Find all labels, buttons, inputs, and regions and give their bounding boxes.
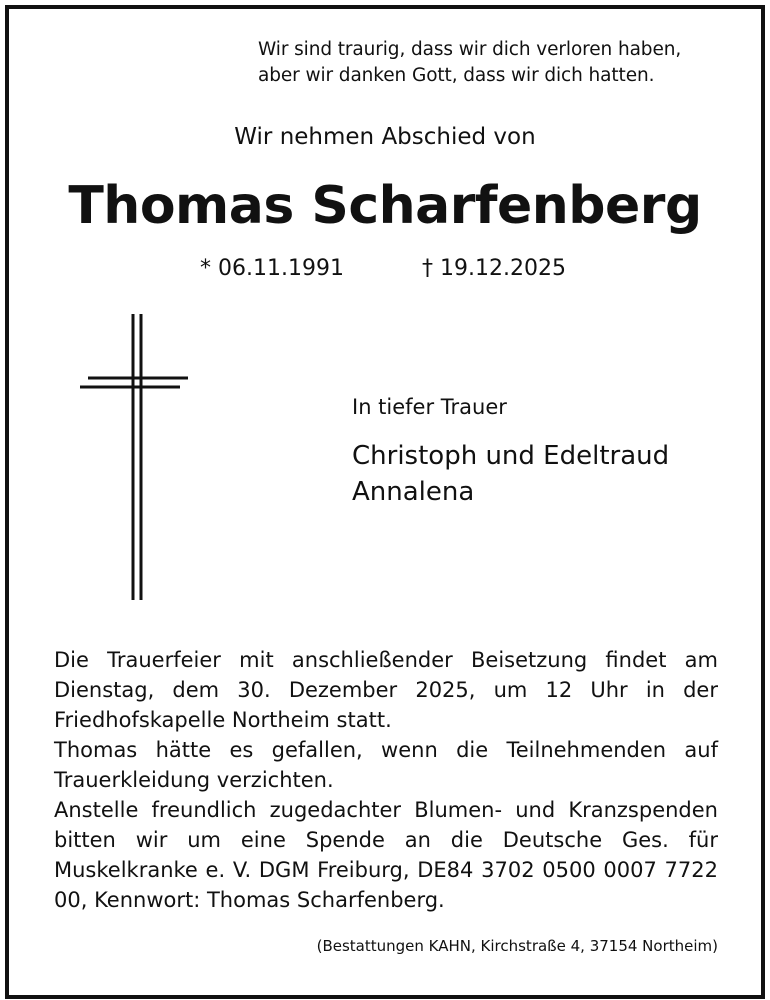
mourning-heading: In tiefer Trauer	[352, 395, 507, 419]
donation-paragraph: Anstelle freundlich zugedachter Blumen- und Kranzspenden bitten wir um eine Spende an die Deutsche Ges. für Muskelkranke e. V. DGM Freiburg, DE84 3702 0500 0007 7722 00, Kennwort: Thomas Scharfenberg.	[54, 798, 718, 912]
undertaker-info: (Bestattungen KAHN, Kirchstraße 4, 37154 Northeim)	[316, 937, 718, 955]
mourners-list	[352, 438, 669, 510]
death-date: † 19.12.2025	[422, 256, 566, 281]
cross-icon	[74, 310, 194, 605]
quote-line-2: aber wir danken Gott, dass wir dich hatten.	[258, 65, 655, 86]
deceased-name: Thomas Scharfenberg	[68, 176, 702, 236]
mourners-line-2: Annalena	[352, 477, 475, 507]
memorial-quote	[258, 37, 718, 89]
quote-line-1: Wir sind traurig, dass wir dich verloren haben,	[258, 39, 682, 60]
notice-text	[54, 645, 718, 915]
ceremony-paragraph: Die Trauerfeier mit anschließender Beisetzung findet am Dienstag, dem 30. Dezember 2025, um 12 Uhr in der Friedhofskapelle Northeim statt.	[54, 648, 718, 732]
dress-paragraph: Thomas hätte es gefallen, wenn die Teilnehmenden auf Trauerkleidung verzichten.	[54, 738, 718, 792]
mourners-line-1: Christoph und Edeltraud	[352, 441, 670, 471]
farewell-intro: Wir nehmen Abschied von	[234, 124, 536, 150]
birth-date: * 06.11.1991	[200, 256, 344, 281]
